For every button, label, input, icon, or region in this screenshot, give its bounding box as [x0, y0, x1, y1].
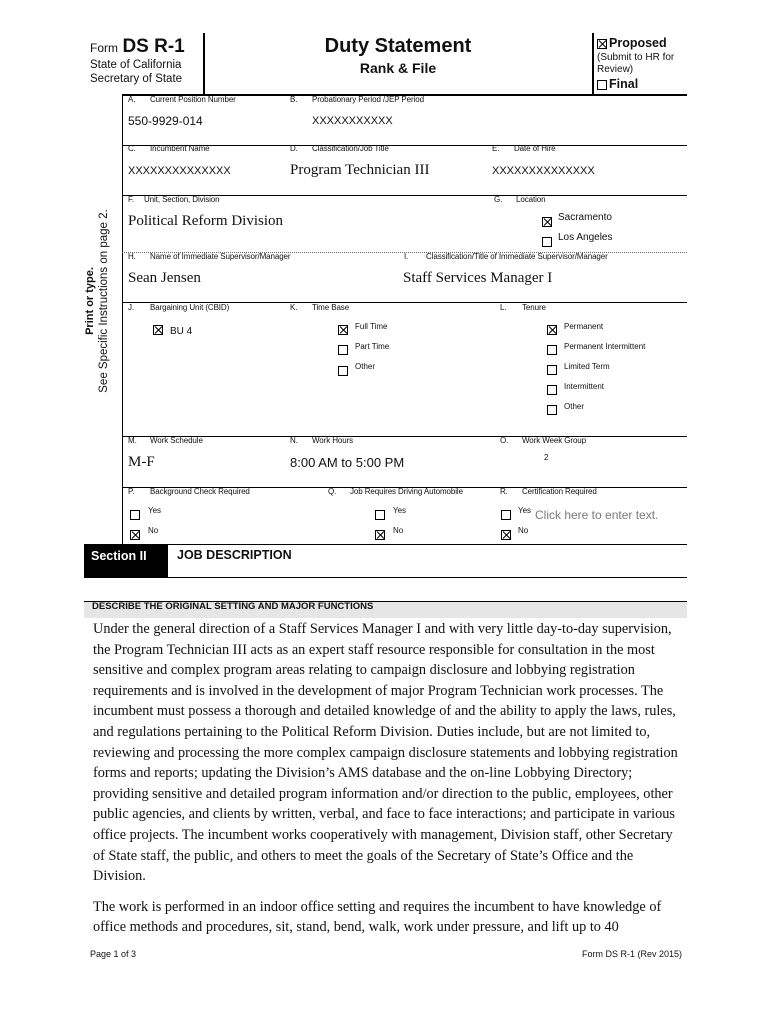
sacramento-label: Sacramento	[558, 212, 612, 223]
los-angeles-label: Los Angeles	[558, 232, 613, 243]
field-o-letter: O.	[500, 436, 509, 445]
driving-no-label: No	[393, 526, 404, 535]
supervisor-title-value[interactable]: Staff Services Manager I	[403, 270, 553, 286]
unit-division-value[interactable]: Political Reform Division	[128, 213, 283, 229]
description-paragraph-1: Under the general direction of a Staff Services Manager I and with very little day-to-day supervision, the Program Technician III acts as an expert staff resource responsible for consultation in the most sensitive and complex program areas relating to campaign disclosure and lobbying registration requirements and is involved in the development of major Program Technician work processes. The incumbent must possess a thorough and detailed knowledge of and the ability to apply the laws, rules, and regulations pertaining to the Political Reform Division. Duties include, but are not limited to, reviewing and processing the more complex campaign disclosure statements and lobbying registration forms and reports; updating the Division’s AMS database and the on-line Lobbying Directory; providing sensitive and detailed program information and/or direction to the public, employees, other public agencies, and clients by written, verbal, and face to face interactions; and participate in various office projects. The incumbent works cooperatively with management, Division staff, other Secretary of State staff, the public, and others to meet the goals of the Secretary of State’s Office and the Division.	[93, 621, 678, 885]
proposed-label: Proposed	[609, 36, 667, 50]
side-instructions	[84, 181, 112, 421]
permanent-checkbox[interactable]	[547, 325, 557, 335]
job-title-value[interactable]: Program Technician III	[290, 162, 430, 178]
field-j-label: Bargaining Unit (CBID)	[150, 303, 230, 312]
part-time-checkbox[interactable]	[338, 345, 348, 355]
field-q-letter: Q.	[328, 487, 337, 496]
header-divider-right	[592, 33, 594, 94]
rule-section2-bottom	[84, 577, 687, 578]
job-description-body	[93, 619, 683, 938]
driving-yes-checkbox[interactable]	[375, 510, 385, 520]
field-e-label: Date of Hire	[514, 144, 556, 153]
driving-yes-label: Yes	[393, 506, 407, 515]
field-f-letter: F.	[128, 195, 135, 204]
driving-no-checkbox[interactable]	[375, 530, 385, 540]
tenure-other-label: Other	[564, 402, 585, 411]
footer-page-number: Page 1 of 3	[90, 949, 137, 959]
description-paragraph-2: The work is performed in an indoor office setting and requires the incumbent to have knowledge of office methods and procedures, sit, stand, bend, walk, work under pressure, and lift up to 40	[93, 898, 662, 936]
form-left-border	[122, 95, 123, 545]
part-time-label: Part Time	[355, 342, 390, 351]
instructions-label: See Specific Instructions on page 2.	[98, 209, 110, 393]
background-no-label: No	[148, 526, 159, 535]
final-label: Final	[609, 77, 639, 91]
field-k-letter: K.	[290, 303, 298, 312]
rule-row-jkl	[122, 436, 687, 437]
intermittent-label: Intermittent	[564, 382, 605, 391]
field-c-label: Incumbent Name	[150, 144, 210, 153]
section2-title: JOB DESCRIPTION	[177, 548, 292, 562]
field-h-letter: H.	[128, 252, 136, 261]
permanent-label: Permanent	[564, 322, 604, 331]
page-title: Duty Statement	[324, 35, 472, 57]
proposed-note-1: (Submit to HR for	[597, 52, 675, 63]
footer-form-revision: Form DS R-1 (Rev 2015)	[582, 949, 683, 959]
field-d-label: Classification/Job Title	[312, 144, 389, 153]
field-e-letter: E.	[492, 144, 500, 153]
certification-yes-label: Yes	[518, 506, 532, 515]
certification-text-input[interactable]: Click here to enter text.	[535, 508, 659, 522]
position-number-value[interactable]: 550-9929-014	[128, 114, 203, 128]
work-hours-value[interactable]: 8:00 AM to 5:00 PM	[290, 455, 405, 470]
major-functions-heading-text: DESCRIBE THE ORIGINAL SETTING AND MAJOR FUNCTIONS	[92, 601, 374, 612]
background-yes-label: Yes	[148, 506, 162, 515]
field-h-label: Name of Immediate Supervisor/Manager	[150, 252, 291, 261]
bu4-checkbox[interactable]	[153, 325, 163, 335]
field-q-label: Job Requires Driving Automobile	[350, 487, 463, 496]
form-prefix: Form	[90, 41, 118, 55]
full-time-checkbox[interactable]	[338, 325, 348, 335]
field-m-letter: M.	[128, 436, 137, 445]
work-schedule-value[interactable]: M-F	[128, 454, 155, 470]
certification-no-label: No	[518, 526, 529, 535]
major-functions-heading	[84, 601, 687, 618]
tenure-other-checkbox[interactable]	[547, 405, 557, 415]
org-line-1: State of California	[90, 59, 182, 71]
field-o-label: Work Week Group	[522, 436, 587, 445]
probationary-period-value[interactable]: XXXXXXXXXXX	[312, 115, 393, 127]
form-code: DS R-1	[122, 36, 185, 57]
field-i-label: Classification/Title of Immediate Supervisor/Manager	[426, 252, 608, 261]
field-k-label: Time Base	[312, 303, 350, 312]
time-other-checkbox[interactable]	[338, 366, 348, 376]
final-checkbox[interactable]	[597, 80, 607, 90]
proposed-note-2: Review)	[597, 64, 634, 75]
org-line-2: Secretary of State	[90, 73, 183, 85]
field-i-letter: I.	[404, 252, 409, 261]
field-f-label: Unit, Section, Division	[144, 195, 220, 204]
full-time-label: Full Time	[355, 322, 388, 331]
field-b-letter: B.	[290, 95, 298, 104]
form-id-block	[90, 36, 185, 58]
field-g-label: Location	[516, 195, 546, 204]
proposed-checkbox[interactable]	[597, 39, 607, 49]
field-a-letter: A.	[128, 95, 136, 104]
supervisor-name-value[interactable]: Sean Jensen	[128, 270, 201, 286]
field-j-letter: J.	[128, 303, 135, 312]
field-r-label: Certification Required	[522, 487, 597, 496]
field-n-label: Work Hours	[312, 436, 354, 445]
field-n-letter: N.	[290, 436, 298, 445]
limited-term-checkbox[interactable]	[547, 365, 557, 375]
certification-no-checkbox[interactable]	[501, 530, 511, 540]
date-of-hire-value[interactable]: XXXXXXXXXXXXXX	[492, 165, 595, 177]
field-m-label: Work Schedule	[150, 436, 203, 445]
field-r-letter: R.	[500, 487, 508, 496]
limited-term-label: Limited Term	[564, 362, 610, 371]
field-p-label: Background Check Required	[150, 487, 250, 496]
intermittent-checkbox[interactable]	[547, 385, 557, 395]
certification-yes-checkbox[interactable]	[501, 510, 511, 520]
incumbent-name-value[interactable]: XXXXXXXXXXXXXX	[128, 165, 231, 177]
background-yes-checkbox[interactable]	[130, 510, 140, 520]
field-p-letter: P.	[128, 487, 135, 496]
work-week-group-value[interactable]: 2	[544, 453, 549, 462]
permanent-intermittent-label: Permanent Intermittent	[564, 342, 646, 351]
los-angeles-checkbox[interactable]	[542, 237, 552, 247]
bu4-label: BU 4	[170, 326, 193, 337]
permanent-intermittent-checkbox[interactable]	[547, 345, 557, 355]
print-or-type-label: Print or type.	[84, 267, 96, 335]
background-no-checkbox[interactable]	[130, 530, 140, 540]
field-d-letter: D.	[290, 144, 298, 153]
field-l-letter: L.	[500, 303, 507, 312]
rule-section2-top	[84, 544, 687, 545]
time-other-label: Other	[355, 362, 376, 371]
page-subtitle: Rank & File	[359, 60, 437, 76]
field-b-label: Probationary Period /JEP Period	[312, 95, 424, 104]
field-c-letter: C.	[128, 144, 136, 153]
field-g-letter: G.	[494, 195, 503, 204]
sacramento-checkbox[interactable]	[542, 217, 552, 227]
field-a-label: Current Position Number	[150, 95, 236, 104]
section2-badge: Section II	[84, 544, 168, 578]
field-l-label: Tenure	[522, 303, 546, 312]
